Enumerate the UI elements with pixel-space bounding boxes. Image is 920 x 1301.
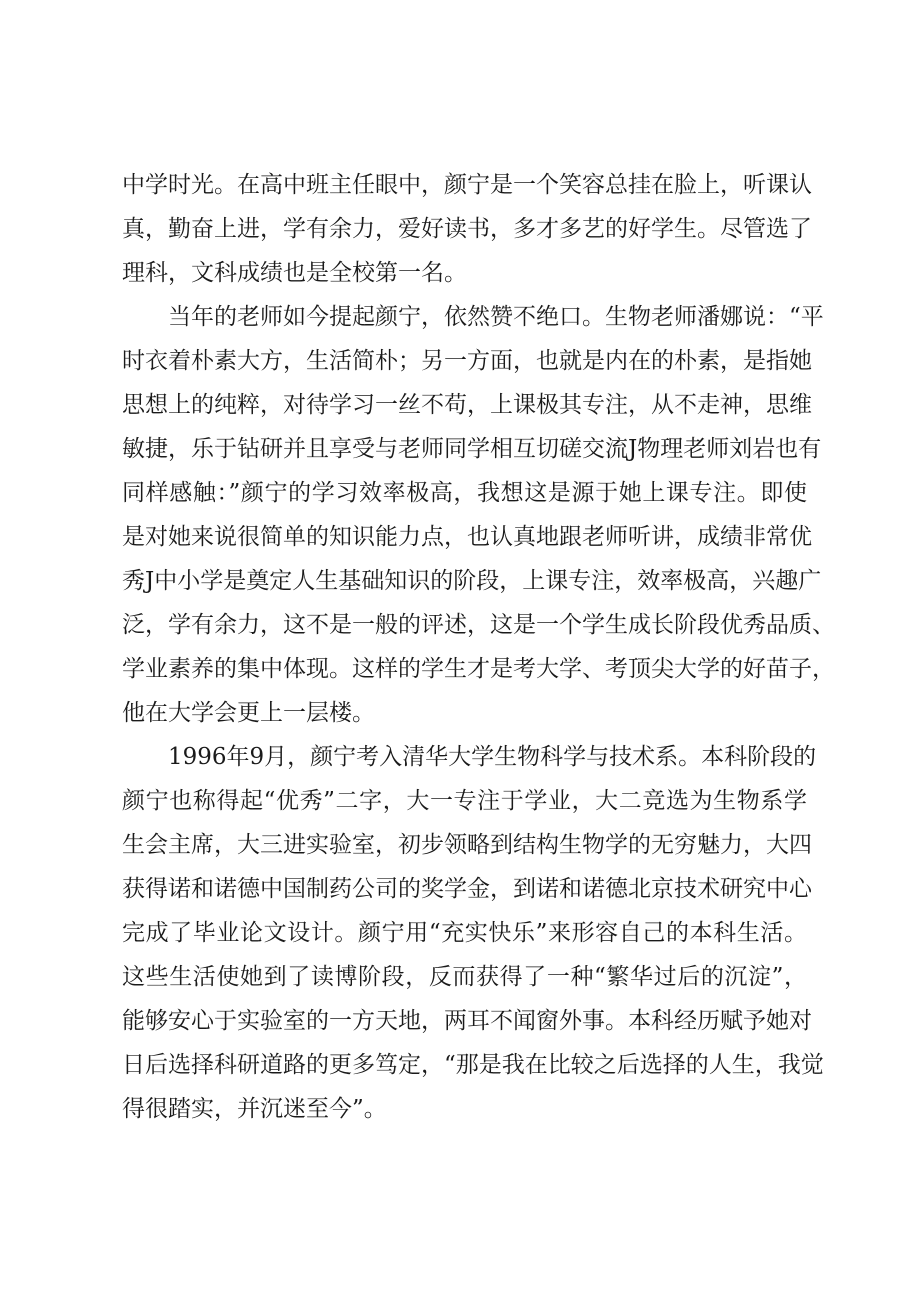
text-line: 颜宁也称得起“优秀”二字，大一专注于学业，大二竞选为生物系学 [122,788,807,814]
text-line: 中学时光。在高中班主任眼中，颜宁是一个笑容总挂在脸上，听课认 [122,172,812,198]
text-line: 真，勤奋上进，学有余力，爱好读书，多才多艺的好学生。尽管选了 [122,216,812,242]
text-line: 得很踏实，并沉迷至今”。 [122,1096,387,1122]
text-line: 时衣着朴素大方，生活简朴；另一方面，也就是内在的朴素，是指她 [122,348,812,374]
text-line: 学业素养的集中体现。这样的学生才是考大学、考顶尖大学的好苗子， [122,656,835,682]
text-line: 敏捷，乐于钻研并且享受与老师同学相互切磋交流J物理老师刘岩也有 [122,436,822,462]
text-line: 日后选择科研道路的更多笃定，“那是我在比较之后选择的人生，我觉 [122,1052,824,1078]
text-line: 当年的老师如今提起颜宁，依然赞不绝口。生物老师潘娜说：“平 [168,304,824,330]
text-line: 1996年9月，颜宁考入清华大学生物科学与技术系。本科阶段的 [168,744,817,770]
text-line: 思想上的纯粹，对待学习一丝不苟，上课极其专注，从不走神，思维 [122,392,812,418]
text-line: 能够安心于实验室的一方天地，两耳不闻窗外事。本科经历赋予她对 [122,1008,812,1034]
paragraph-2 [122,295,835,735]
text-line: 他在大学会更上一层楼。 [122,700,375,726]
text-line: 完成了毕业论文设计。颜宁用“充实快乐”来形容自己的本科生活。 [122,920,807,946]
text-line: 这些生活使她到了读博阶段，反而获得了一种“繁华过后的沉淀”， [122,964,807,990]
text-line: 同样感触：”颜宁的学习效率极高，我想这是源于她上课专注。即使 [122,480,807,506]
text-line: 泛，学有余力，这不是一般的评述，这是一个学生成长阶段优秀品质、 [122,612,835,638]
text-line: 生会主席，大三进实验室，初步领略到结构生物学的无穷魅力，大四 [122,832,812,858]
paragraph-1 [122,163,812,295]
paragraph-3 [122,735,824,1131]
text-line: 秀J中小学是奠定人生基础知识的阶段，上课专注，效率极高，兴趣广 [122,568,822,594]
text-line: 理科，文科成绩也是全校第一名。 [122,260,467,286]
text-line: 获得诺和诺德中国制药公司的奖学金，到诺和诺德北京技术研究中心 [122,876,812,902]
text-line: 是对她来说很简单的知识能力点，也认真地跟老师听讲，成绩非常优 [122,524,812,550]
document-body [122,163,835,1131]
